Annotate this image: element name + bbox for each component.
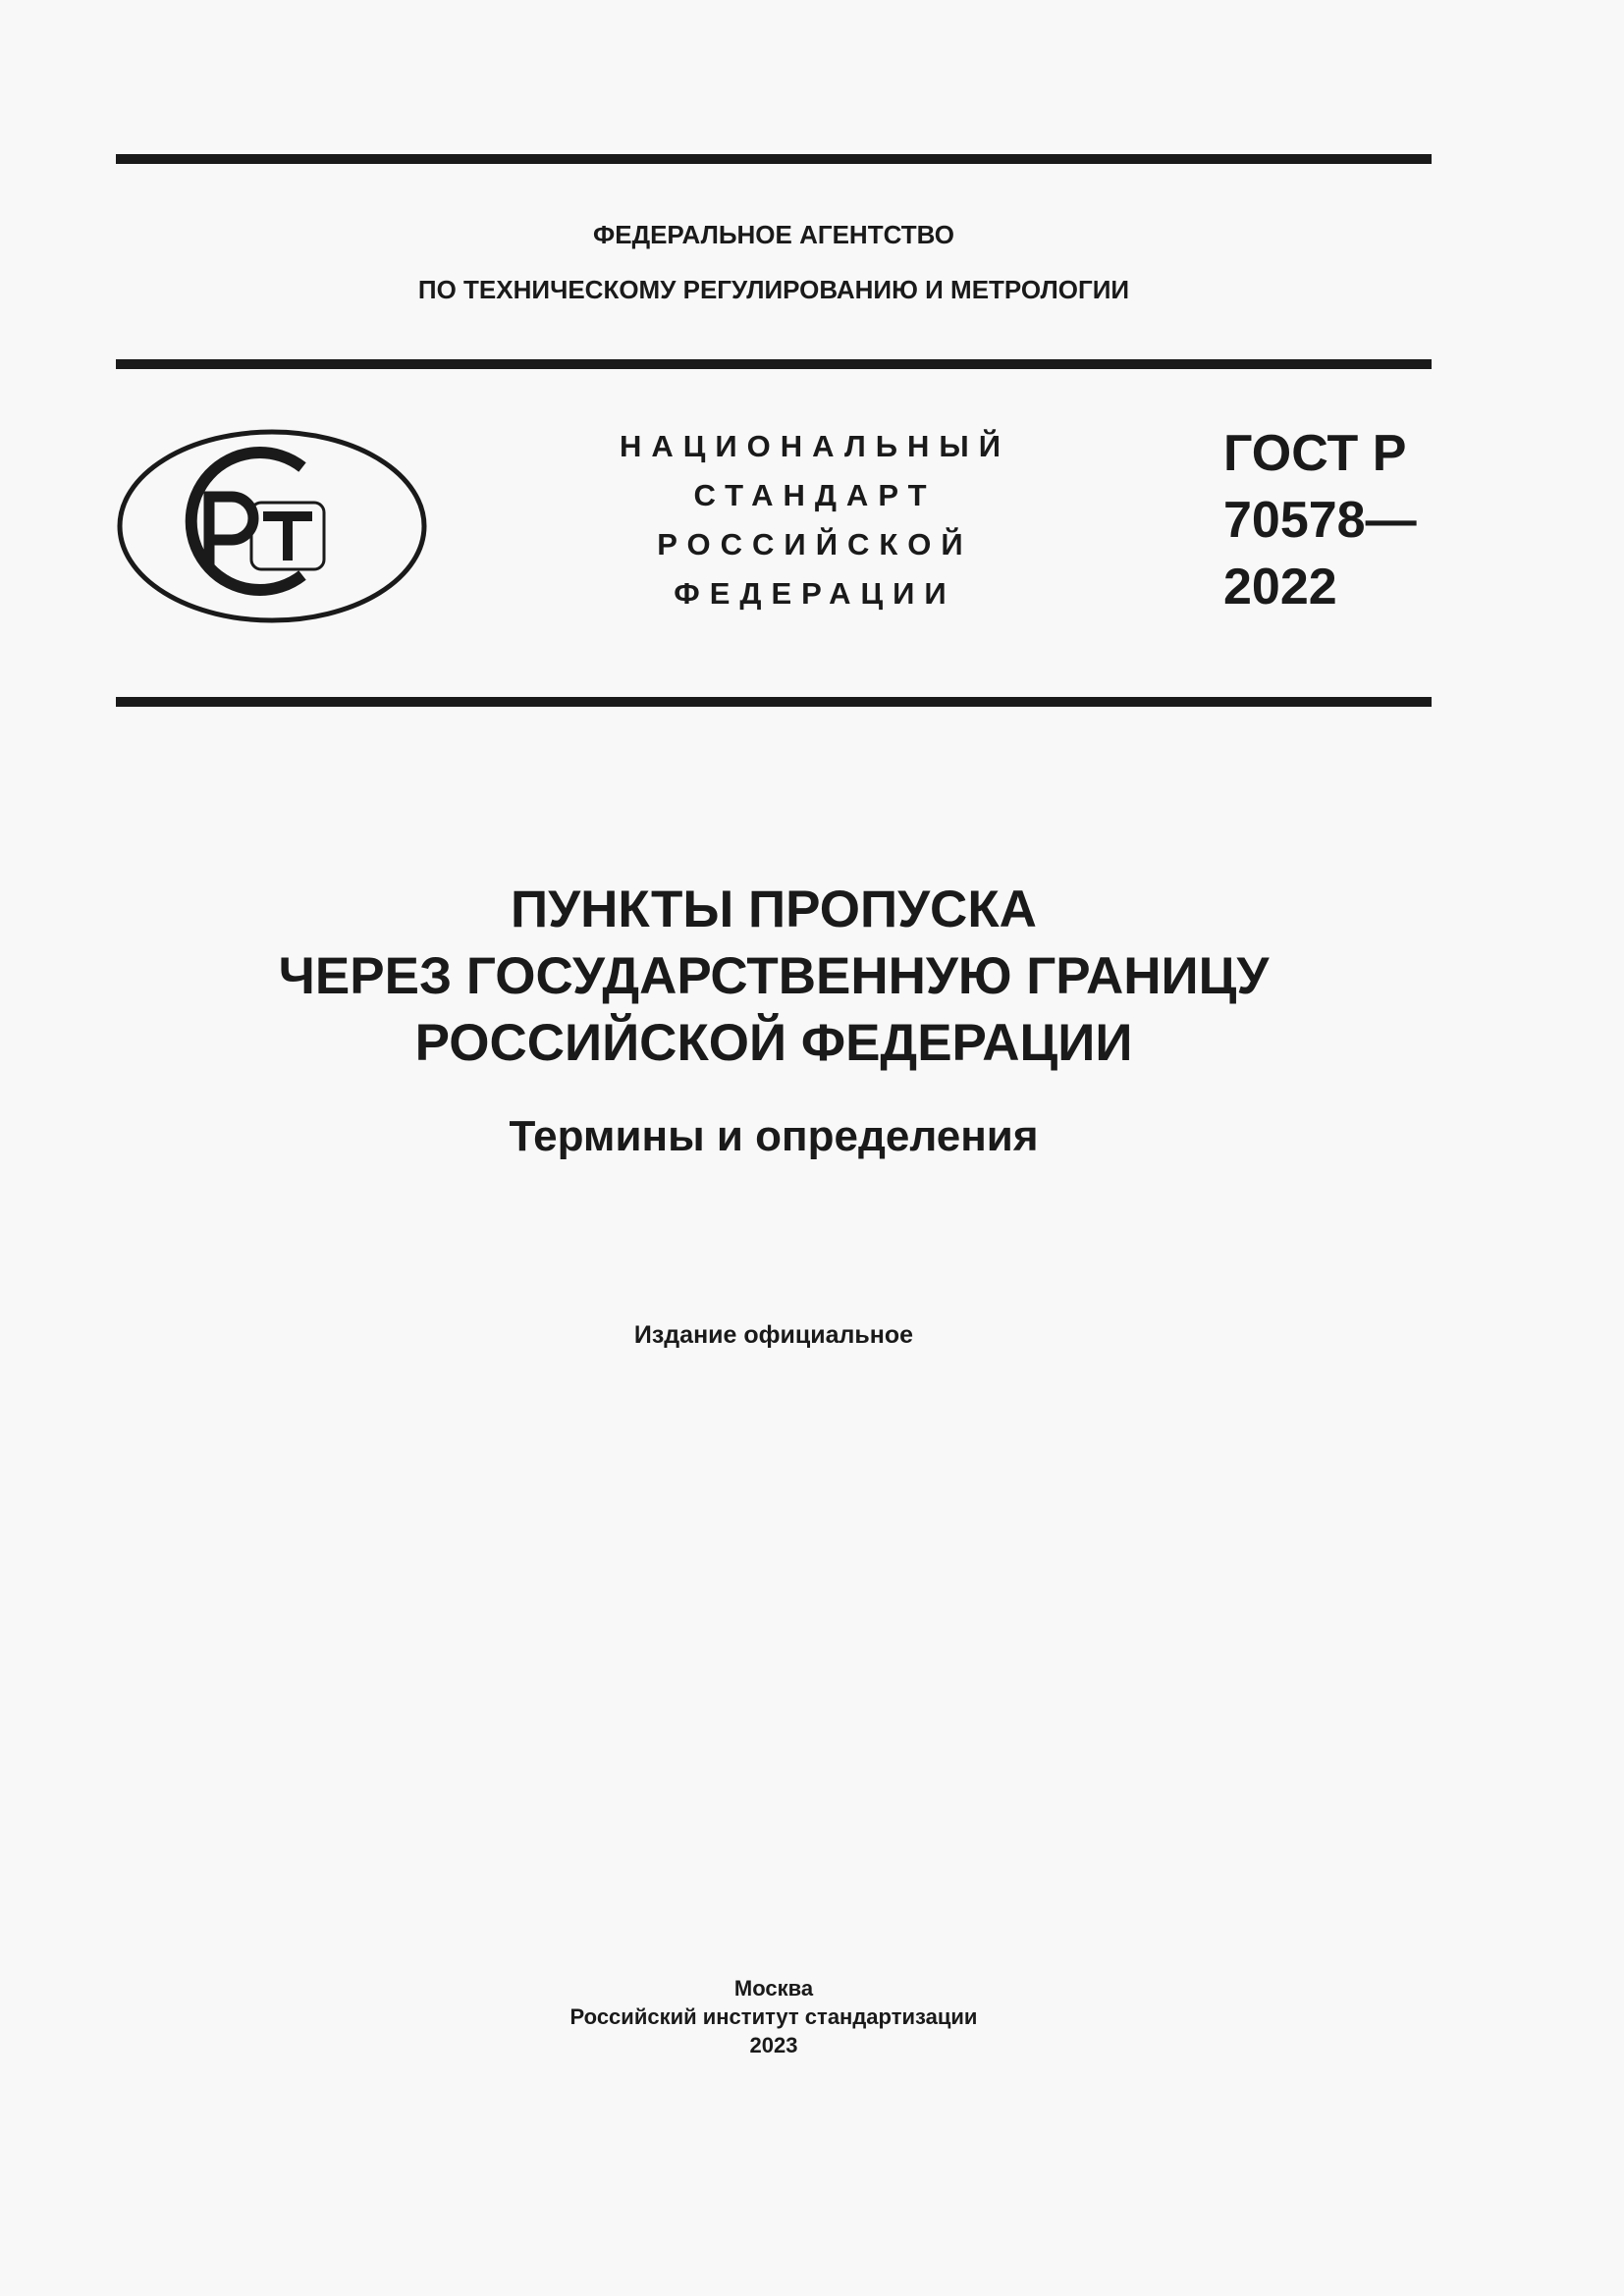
standard-type-line: СТАНДАРТ bbox=[693, 478, 937, 512]
top-rule bbox=[116, 154, 1432, 164]
section-rule bbox=[116, 697, 1432, 707]
designation-line: 70578— bbox=[1223, 492, 1417, 549]
imprint-year: 2023 bbox=[749, 2033, 798, 2057]
title-line: ЧЕРЕЗ ГОСУДАРСТВЕННУЮ ГРАНИЦУ bbox=[278, 947, 1270, 1005]
imprint-city: Москва bbox=[733, 1976, 814, 2001]
standard-type-line: РОССИЙСКОЙ bbox=[657, 527, 973, 561]
title-line: РОССИЙСКОЙ ФЕДЕРАЦИИ bbox=[414, 1014, 1133, 1072]
header-rule bbox=[116, 359, 1432, 369]
standard-type bbox=[569, 422, 1060, 618]
edition-note: Издание официальное bbox=[633, 1321, 914, 1349]
document-title bbox=[116, 877, 1432, 1077]
standard-type-line: НАЦИОНАЛЬНЫЙ bbox=[619, 429, 1011, 463]
agency-line-1: ФЕДЕРАЛЬНОЕ АГЕНТСТВО bbox=[593, 220, 954, 249]
document-subtitle: Термины и определения bbox=[509, 1112, 1039, 1160]
agency-line-2: ПО ТЕХНИЧЕСКОМУ РЕГУЛИРОВАНИЮ И МЕТРОЛОГИИ bbox=[417, 275, 1130, 304]
imprint-publisher: Российский институт стандартизации bbox=[569, 2004, 978, 2029]
gost-r-mark-icon bbox=[116, 428, 428, 624]
title-line: ПУНКТЫ ПРОПУСКА bbox=[511, 881, 1037, 938]
standard-type-line: ФЕДЕРАЦИИ bbox=[674, 576, 956, 611]
designation-line: 2022 bbox=[1223, 559, 1337, 615]
standard-designation bbox=[1223, 420, 1417, 620]
designation-line: ГОСТ Р bbox=[1223, 425, 1407, 482]
imprint bbox=[116, 1974, 1432, 2059]
